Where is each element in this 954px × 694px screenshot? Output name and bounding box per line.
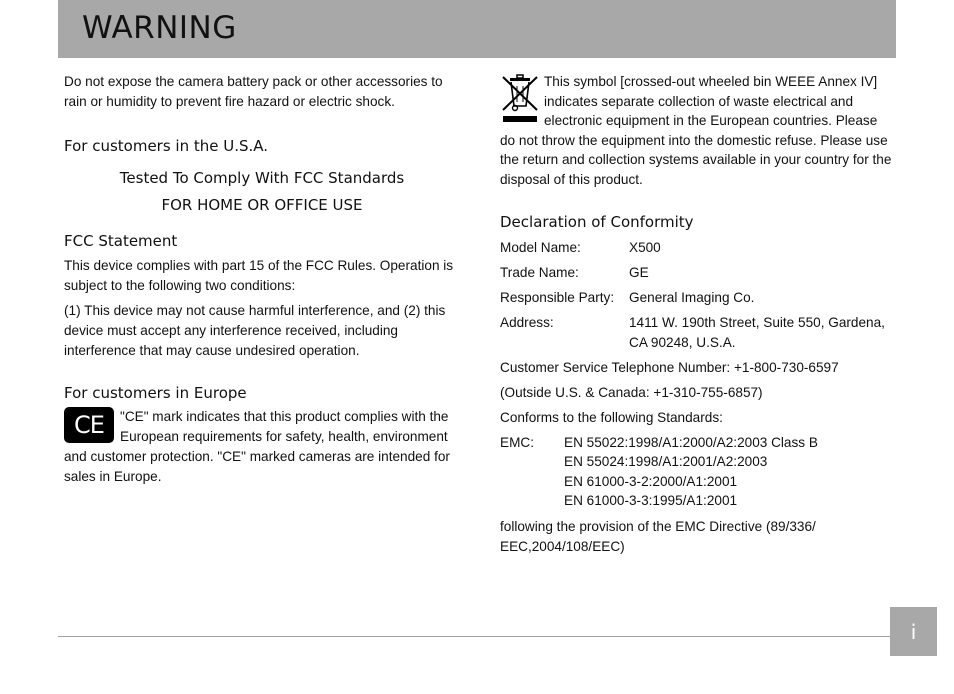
fcc-standards-line: Tested To Comply With FCC Standards <box>119 169 405 187</box>
ce-paragraph <box>64 407 460 487</box>
field-label: Address: <box>500 314 554 330</box>
declaration-heading: Declaration of Conformity <box>500 212 694 231</box>
page-number: i <box>910 619 917 644</box>
field-trade-name <box>500 263 896 283</box>
left-column <box>64 72 460 487</box>
field-address <box>500 313 896 353</box>
emc-block <box>500 433 896 511</box>
footer-divider <box>58 636 891 637</box>
right-column <box>500 72 896 557</box>
emc-standards-list <box>564 433 896 511</box>
field-value: GE <box>629 264 649 280</box>
emc-standard: EN 61000-3-2:2000/A1:2001 <box>564 473 738 489</box>
emc-directive: following the provision of the EMC Directive (89/336/ EEC,2004/108/EEC) <box>500 518 816 554</box>
field-value: X500 <box>629 239 661 255</box>
weee-paragraph <box>500 72 896 190</box>
field-value: 1411 W. 190th Street, Suite 550, Gardena, CA 90248, U.S.A. <box>629 314 885 350</box>
field-label: Trade Name: <box>500 264 579 280</box>
emc-standard: EN 61000-3-3:1995/A1:2001 <box>564 493 738 509</box>
conforms-line: Conforms to the following Standards: <box>500 409 723 425</box>
ce-text: "CE" mark indicates that this product complies with the European requirements for safety, health, environment and customer protection. "CE" marked cameras are intended for sales in Europe. <box>64 409 450 484</box>
ce-mark-icon: CE <box>64 407 114 443</box>
emc-label: EMC: <box>500 434 534 450</box>
phone-line: Customer Service Telephone Number: +1-800-730-6597 <box>500 359 839 375</box>
home-office-line: FOR HOME OR OFFICE USE <box>161 196 363 214</box>
conformity-fields <box>500 238 896 557</box>
intro-paragraph: Do not expose the camera battery pack or other accessories to rain or humidity to prevent fire hazard or electric shock. <box>64 74 443 109</box>
field-label: Model Name: <box>500 239 581 255</box>
fcc-paragraph-1: This device complies with part 15 of the FCC Rules. Operation is subject to the following two conditions: <box>64 258 454 293</box>
crossed-out-wheeled-bin-icon <box>500 72 540 122</box>
phone-outside-line: (Outside U.S. & Canada: +1-310-755-6857) <box>500 384 763 400</box>
usa-heading: For customers in the U.S.A. <box>64 137 269 155</box>
header-bar <box>58 0 896 58</box>
europe-heading: For customers in Europe <box>64 384 247 402</box>
weee-text: This symbol [crossed-out wheeled bin WEEE Annex IV] indicates separate collection of waste electrical and electronic equipment in the European countries. Please do not throw the equipment into the domestic refuse. Please use the return and collection systems available in your country for the disposal of this product. <box>500 74 892 187</box>
emc-standard: EN 55024:1998/A1:2001/A2:2003 <box>564 454 768 470</box>
emc-standard: EN 55022:1998/A1:2000/A2:2003 Class B <box>564 434 818 450</box>
field-label: Responsible Party: <box>500 289 615 305</box>
fcc-paragraph-2: (1) This device may not cause harmful interference, and (2) this device must accept any interference received, including interference that may cause undesired operation. <box>64 303 446 358</box>
field-responsible-party <box>500 288 896 308</box>
page-title: WARNING <box>82 10 237 46</box>
field-model-name <box>500 238 896 258</box>
page-number-tab <box>890 607 937 656</box>
fcc-statement-heading: FCC Statement <box>64 232 178 250</box>
field-value: General Imaging Co. <box>629 289 755 305</box>
